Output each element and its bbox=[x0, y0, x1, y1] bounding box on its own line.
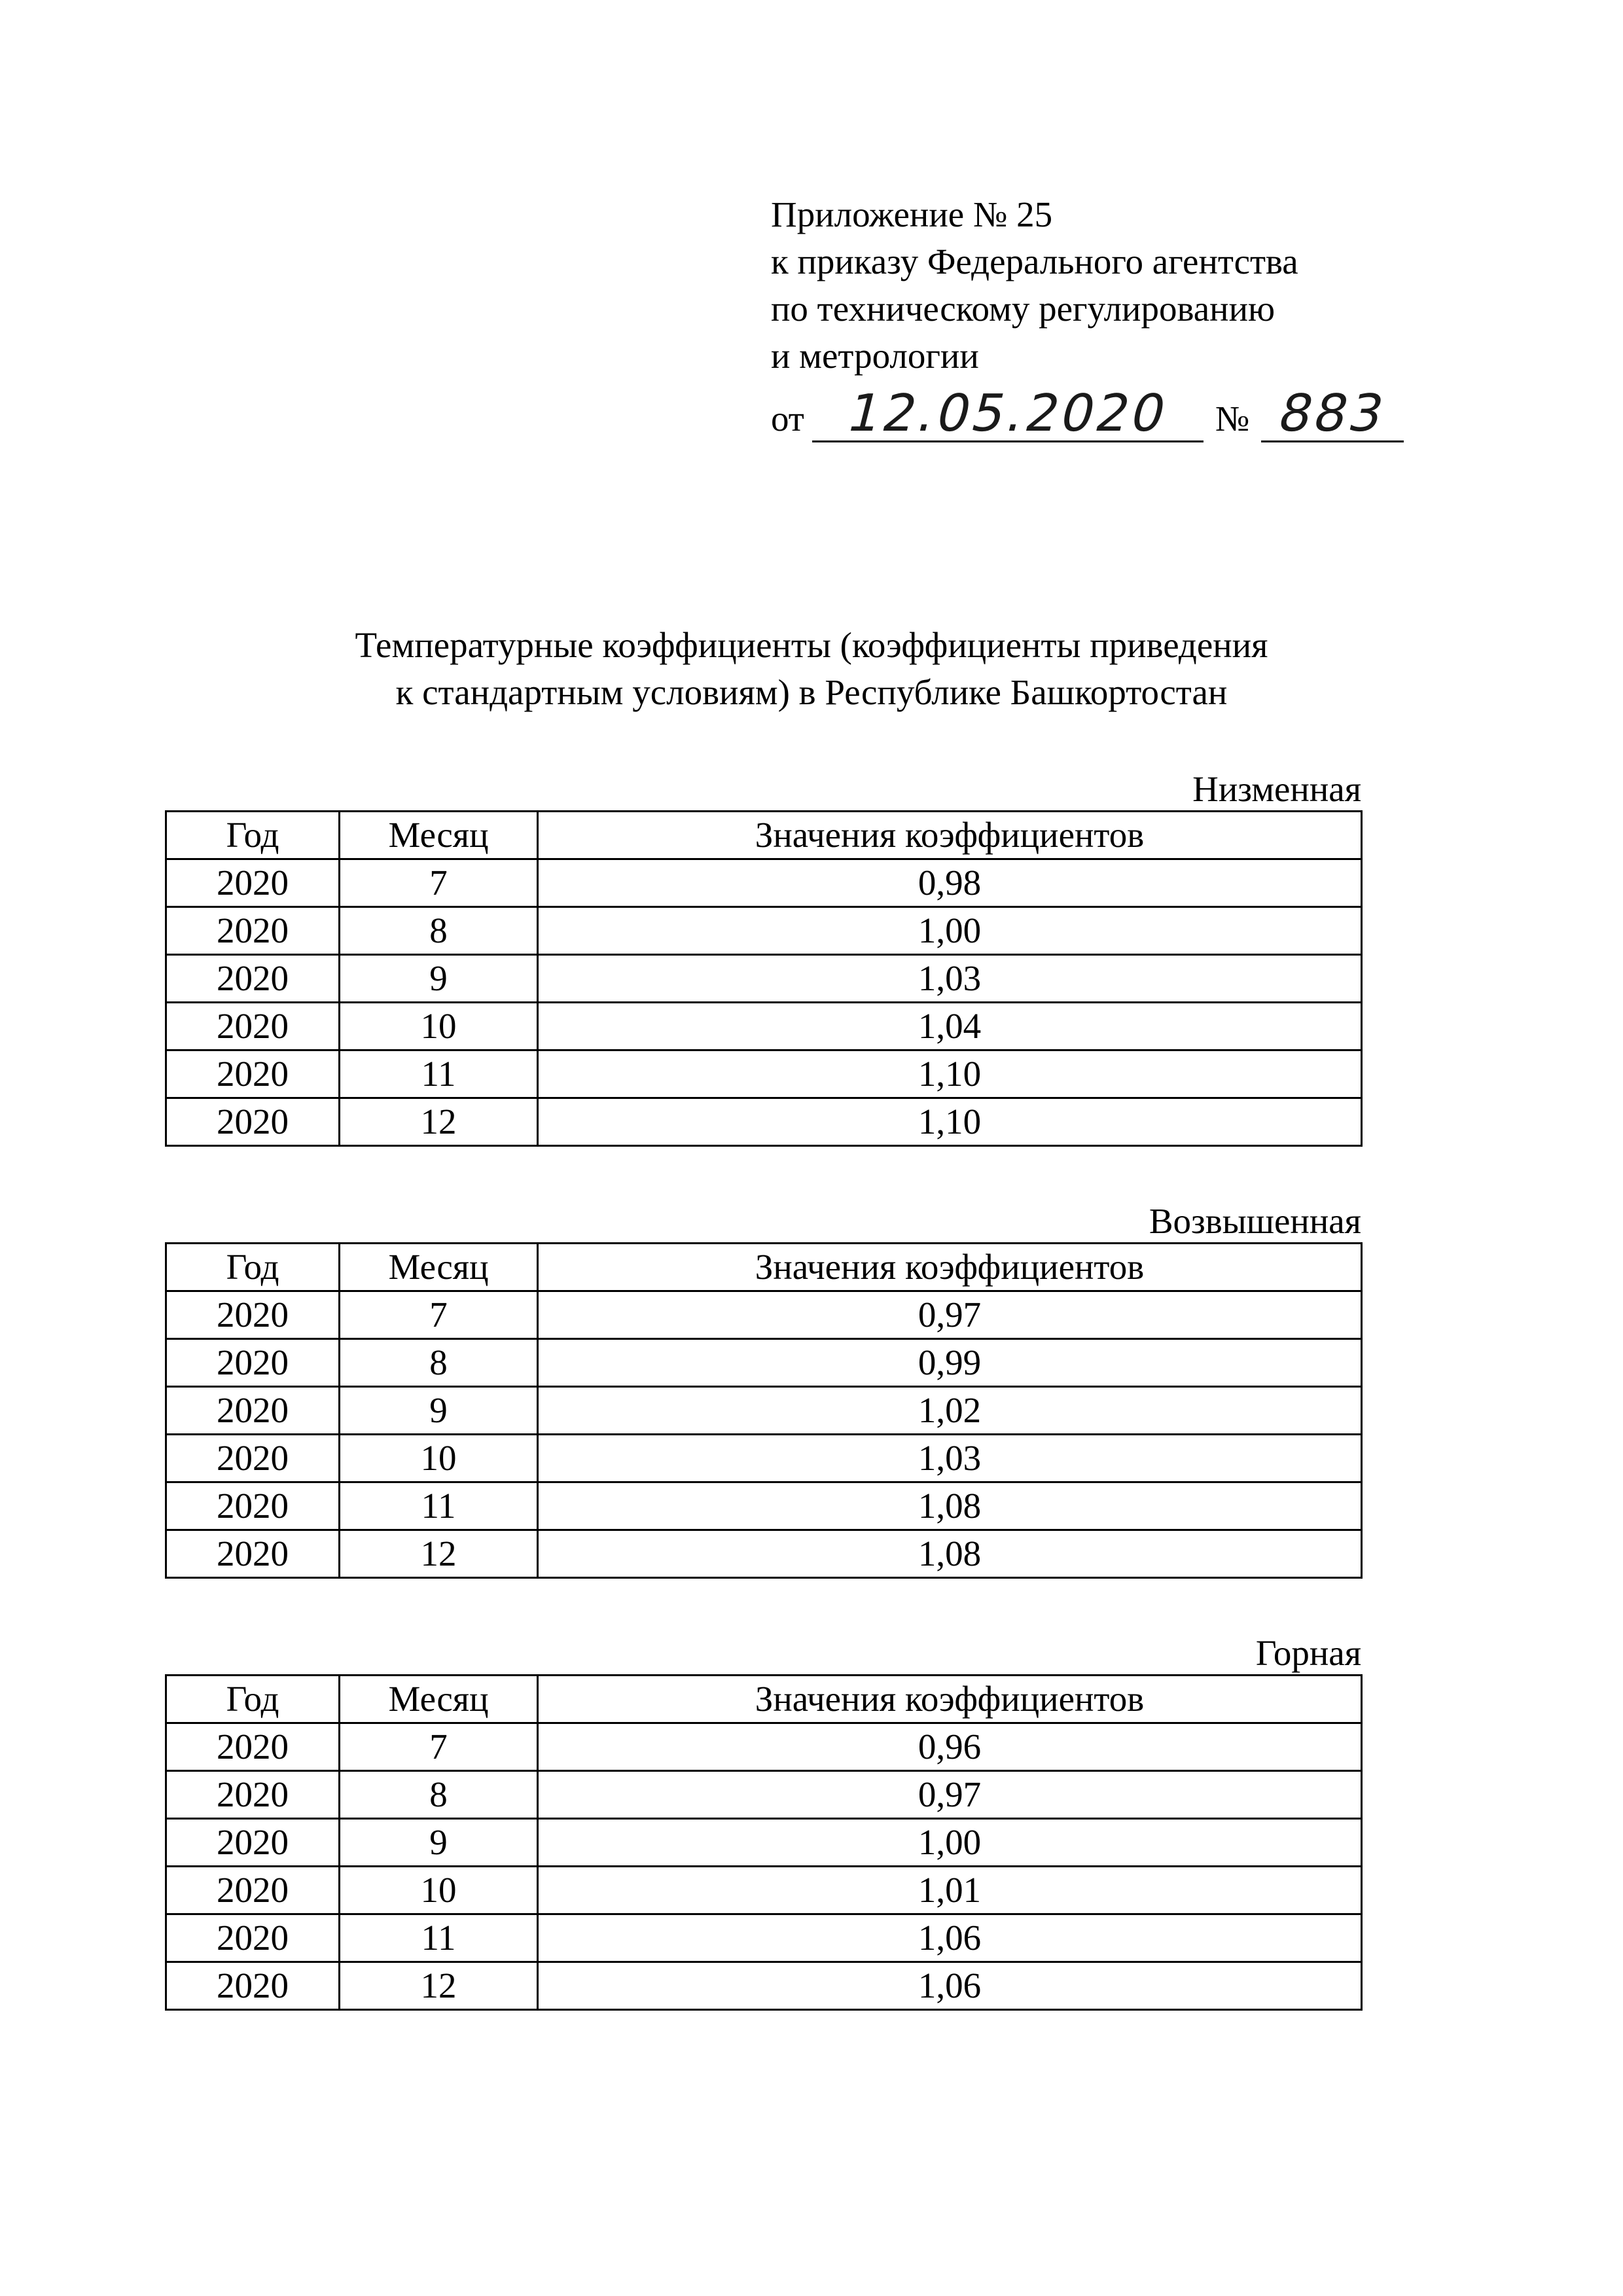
coefficient-cell: 0,97 bbox=[538, 1291, 1362, 1339]
table-row bbox=[166, 1723, 1362, 1771]
order-number-field bbox=[1261, 384, 1404, 443]
coefficient-cell: 1,02 bbox=[538, 1387, 1362, 1435]
appendix-number: Приложение № 25 bbox=[771, 194, 1053, 234]
table-row bbox=[166, 1098, 1362, 1146]
coefficient-cell: 1,01 bbox=[538, 1867, 1362, 1914]
column-header-month: Месяц bbox=[340, 812, 538, 859]
year-cell: 2020 bbox=[166, 1819, 340, 1867]
year-cell: 2020 bbox=[166, 1003, 340, 1050]
year-cell: 2020 bbox=[166, 1435, 340, 1482]
table-row bbox=[166, 1771, 1362, 1819]
month-cell: 10 bbox=[340, 1867, 538, 1914]
month-cell: 9 bbox=[340, 955, 538, 1003]
table-row bbox=[166, 907, 1362, 955]
coefficient-cell: 0,99 bbox=[538, 1339, 1362, 1387]
table-row bbox=[166, 1962, 1362, 2010]
table-row bbox=[166, 1435, 1362, 1482]
coefficient-cell: 1,00 bbox=[538, 907, 1362, 955]
year-cell: 2020 bbox=[166, 859, 340, 907]
coefficient-cell: 1,06 bbox=[538, 1914, 1362, 1962]
month-cell: 7 bbox=[340, 859, 538, 907]
handwritten-order-date: 12.05.2020 bbox=[841, 384, 1175, 443]
year-cell: 2020 bbox=[166, 1482, 340, 1530]
coefficient-cell: 1,10 bbox=[538, 1098, 1362, 1146]
column-header-month: Месяц bbox=[340, 1676, 538, 1723]
table-row bbox=[166, 1867, 1362, 1914]
order-date-number-line bbox=[771, 380, 1425, 442]
table-row bbox=[166, 1819, 1362, 1867]
table-header-row bbox=[166, 812, 1362, 859]
coefficient-cell: 1,10 bbox=[538, 1050, 1362, 1098]
column-header-year: Год bbox=[166, 1676, 340, 1723]
title-line-1: Температурные коэффициенты (коэффициенты приведения bbox=[355, 625, 1268, 665]
table-row bbox=[166, 955, 1362, 1003]
year-cell: 2020 bbox=[166, 1387, 340, 1435]
table-caption-lowland: Низменная bbox=[1192, 769, 1361, 809]
order-reference-block bbox=[771, 191, 1425, 442]
coefficient-cell: 1,03 bbox=[538, 1435, 1362, 1482]
year-cell: 2020 bbox=[166, 1962, 340, 2010]
coefficient-cell: 0,96 bbox=[538, 1723, 1362, 1771]
month-cell: 8 bbox=[340, 1339, 538, 1387]
month-cell: 9 bbox=[340, 1819, 538, 1867]
coefficient-cell: 0,98 bbox=[538, 859, 1362, 907]
table-caption-mountain: Горная bbox=[1255, 1633, 1361, 1673]
column-header-value: Значения коэффициентов bbox=[538, 812, 1362, 859]
year-cell: 2020 bbox=[166, 1339, 340, 1387]
agency-name-line: по техническому регулированию bbox=[771, 289, 1275, 329]
table-header-row bbox=[166, 1244, 1362, 1291]
month-cell: 10 bbox=[340, 1435, 538, 1482]
year-cell: 2020 bbox=[166, 1050, 340, 1098]
table-row bbox=[166, 1387, 1362, 1435]
month-cell: 9 bbox=[340, 1387, 538, 1435]
month-cell: 11 bbox=[340, 1914, 538, 1962]
number-sign: № bbox=[1215, 399, 1250, 439]
year-cell: 2020 bbox=[166, 907, 340, 955]
month-cell: 12 bbox=[340, 1098, 538, 1146]
month-cell: 11 bbox=[340, 1050, 538, 1098]
coefficient-cell: 1,08 bbox=[538, 1482, 1362, 1530]
table-header-row bbox=[166, 1676, 1362, 1723]
table-row bbox=[166, 1003, 1362, 1050]
year-cell: 2020 bbox=[166, 1530, 340, 1578]
agency-name-line-end: и метрологии bbox=[771, 336, 979, 376]
date-prefix: от bbox=[771, 399, 804, 439]
table-row bbox=[166, 1050, 1362, 1098]
coefficient-cell: 1,08 bbox=[538, 1530, 1362, 1578]
column-header-value: Значения коэффициентов bbox=[538, 1676, 1362, 1723]
column-header-year: Год bbox=[166, 812, 340, 859]
coefficients-table-upland bbox=[165, 1242, 1363, 1579]
month-cell: 10 bbox=[340, 1003, 538, 1050]
table-row bbox=[166, 859, 1362, 907]
table-caption-upland: Возвышенная bbox=[1149, 1201, 1361, 1241]
table-row bbox=[166, 1914, 1362, 1962]
column-header-value: Значения коэффициентов bbox=[538, 1244, 1362, 1291]
coefficients-table-mountain bbox=[165, 1674, 1363, 2011]
handwritten-order-number: 883 bbox=[1272, 384, 1393, 443]
month-cell: 7 bbox=[340, 1291, 538, 1339]
year-cell: 2020 bbox=[166, 1867, 340, 1914]
coefficient-cell: 1,03 bbox=[538, 955, 1362, 1003]
column-header-year: Год bbox=[166, 1244, 340, 1291]
month-cell: 8 bbox=[340, 907, 538, 955]
coefficient-cell: 1,00 bbox=[538, 1819, 1362, 1867]
month-cell: 12 bbox=[340, 1530, 538, 1578]
coefficient-cell: 1,04 bbox=[538, 1003, 1362, 1050]
year-cell: 2020 bbox=[166, 955, 340, 1003]
month-cell: 7 bbox=[340, 1723, 538, 1771]
coefficients-table-lowland bbox=[165, 810, 1363, 1147]
month-cell: 11 bbox=[340, 1482, 538, 1530]
table-row bbox=[166, 1339, 1362, 1387]
coefficient-cell: 1,06 bbox=[538, 1962, 1362, 2010]
column-header-month: Месяц bbox=[340, 1244, 538, 1291]
order-reference-line: к приказу Федерального агентства bbox=[771, 242, 1298, 281]
month-cell: 12 bbox=[340, 1962, 538, 2010]
year-cell: 2020 bbox=[166, 1914, 340, 1962]
table-row bbox=[166, 1482, 1362, 1530]
year-cell: 2020 bbox=[166, 1771, 340, 1819]
year-cell: 2020 bbox=[166, 1723, 340, 1771]
coefficient-cell: 0,97 bbox=[538, 1771, 1362, 1819]
year-cell: 2020 bbox=[166, 1098, 340, 1146]
table-row bbox=[166, 1291, 1362, 1339]
order-date-field bbox=[812, 384, 1204, 443]
title-line-2: к стандартным условиям) в Республике Башкортостан bbox=[395, 672, 1228, 712]
month-cell: 8 bbox=[340, 1771, 538, 1819]
document-title bbox=[157, 622, 1466, 716]
year-cell: 2020 bbox=[166, 1291, 340, 1339]
table-row bbox=[166, 1530, 1362, 1578]
